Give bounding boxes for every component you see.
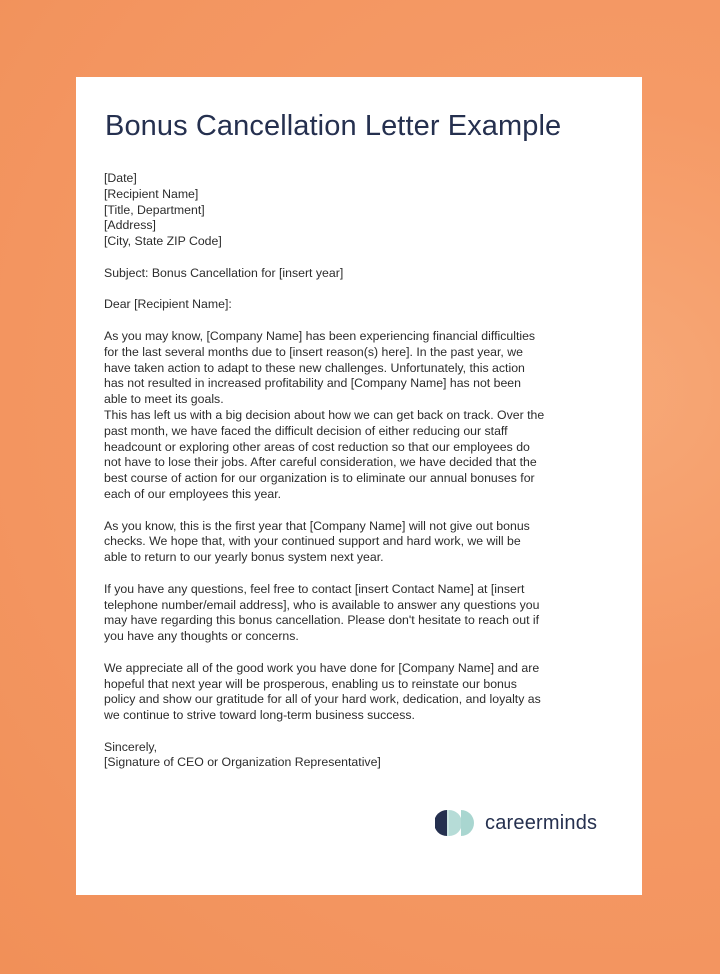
paragraph-line: As you know, this is the first year that [Company Name] will not give out bonus (104, 518, 530, 533)
paragraph-line: headcount or exploring other areas of cost reduction so that our employees do (104, 439, 530, 454)
address-line: [City, State ZIP Code] (104, 234, 222, 249)
paragraph-financial-situation (104, 329, 624, 503)
paragraph-line: for the last several months due to [insert reason(s) here]. In the past year, we (104, 344, 523, 359)
paragraph-line: able to return to our yearly bonus system next year. (104, 550, 384, 565)
paragraph-line: we continue to strive toward long-term business success. (104, 708, 415, 723)
brand-name: careerminds (485, 811, 598, 834)
paragraph-line: policy and show our gratitude for all of your hard work, dedication, and loyalty as (104, 692, 541, 707)
paragraph-line: able to meet its goals. (104, 392, 224, 407)
address-line: [Address] (104, 218, 156, 233)
letter-page (76, 77, 642, 895)
recipient-address-block (104, 171, 624, 250)
address-line: [Title, Department] (104, 202, 205, 217)
paragraph-line: This has left us with a big decision about how we can get back on track. Over the (104, 407, 545, 422)
paragraph-line: checks. We hope that, with your continued support and hard work, we will be (104, 534, 521, 549)
careerminds-logo-mark-icon (435, 808, 477, 838)
paragraph-questions (104, 582, 624, 645)
paragraph-line: you have any thoughts or concerns. (104, 629, 299, 644)
paragraph-line: each of our employees this year. (104, 486, 282, 501)
paragraph-line: may have regarding this bonus cancellation. Please don't hesitate to reach out if (104, 613, 540, 628)
address-line: [Recipient Name] (104, 186, 199, 201)
paragraph-first-year (104, 519, 624, 566)
paragraph-line: hopeful that next year will be prosperous, enabling us to reinstate our bonus (104, 676, 517, 691)
paragraph-line: As you may know, [Company Name] has been experiencing financial difficulties (104, 328, 536, 343)
signature-line: [Signature of CEO or Organization Representative] (104, 755, 381, 770)
salutation: Dear [Recipient Name]: (104, 297, 232, 312)
address-line: [Date] (104, 171, 137, 185)
page-title: Bonus Cancellation Letter Example (105, 110, 562, 142)
careerminds-logo (435, 808, 597, 838)
paragraph-line: have taken action to adapt to these new challenges. Unfortunately, this action (104, 360, 525, 375)
paragraph-line: We appreciate all of the good work you have done for [Company Name] and are (104, 660, 540, 675)
paragraph-line: not have to lose their jobs. After careful consideration, we have decided that the (104, 455, 537, 470)
paragraph-line: past month, we have faced the difficult decision of either reducing our staff (104, 423, 508, 438)
paragraph-line: best course of action for our organization is to eliminate our annual bonuses for (104, 471, 535, 486)
paragraph-line: If you have any questions, feel free to contact [insert Contact Name] at [insert (104, 581, 525, 596)
paragraph-line: has not resulted in increased profitability and [Company Name] has not been (104, 376, 521, 391)
subject-line: Subject: Bonus Cancellation for [insert year] (104, 265, 344, 280)
letter-body (104, 171, 624, 771)
closing: Sincerely, (104, 739, 158, 754)
paragraph-appreciation (104, 661, 624, 724)
paragraph-line: telephone number/email address], who is available to answer any questions you (104, 597, 540, 612)
